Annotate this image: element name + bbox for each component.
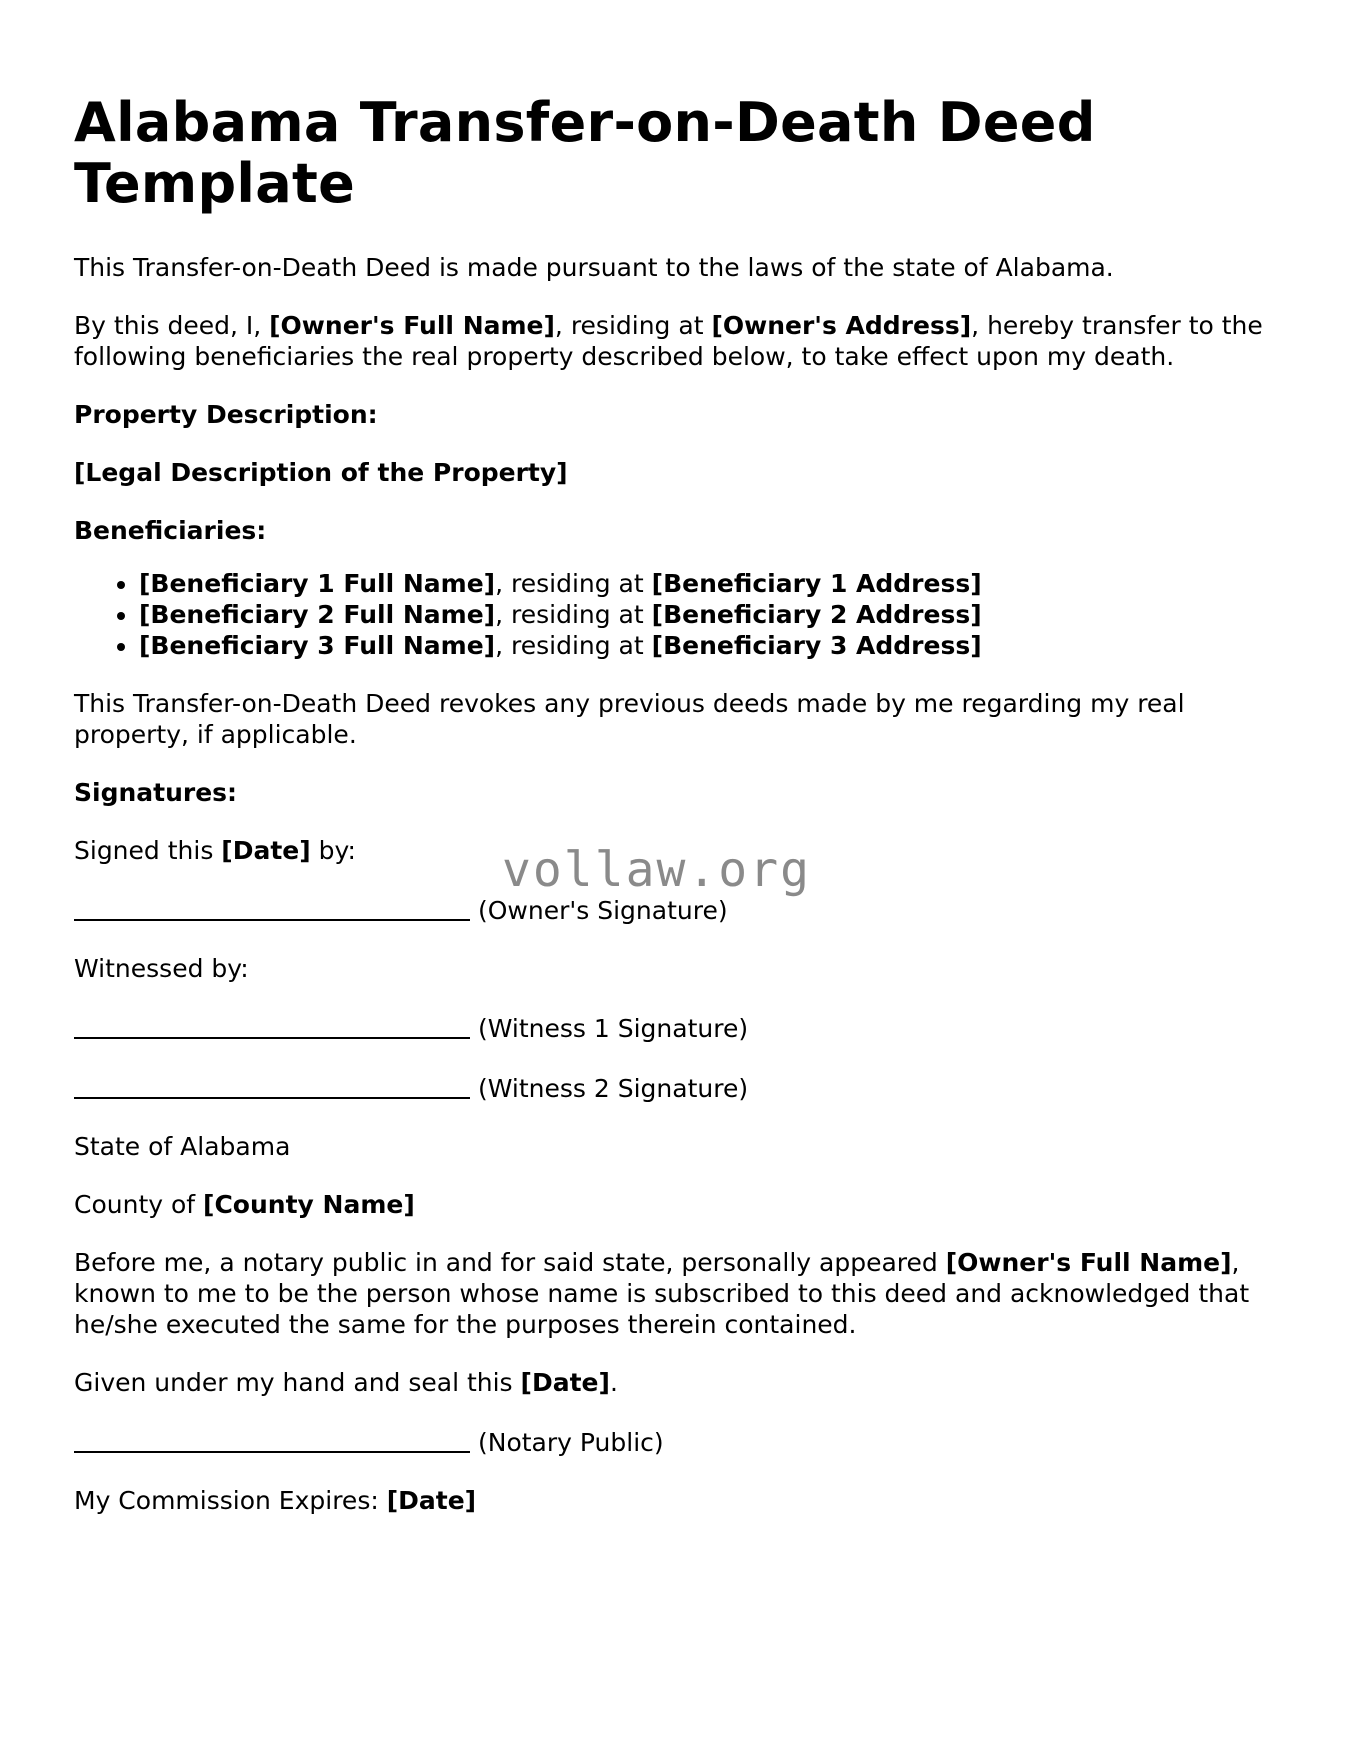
witness2-signature-line: (Witness 2 Signature): [74, 1071, 1274, 1104]
acknowledgment-paragraph: Before me, a notary public in and for said state, personally appeared [Owner's Full Name], known to me to be the person whose name is subscribed to this deed and acknowledged that he/she executed the same for the purposes therein contained.: [74, 1248, 1250, 1339]
watermark-text: vollaw.org: [502, 842, 811, 898]
county-name-placeholder: [County Name]: [203, 1190, 415, 1219]
beneficiaries-heading: Beneficiaries:: [74, 516, 267, 545]
owner-signature-line: (Owner's Signature): [74, 893, 1274, 926]
list-item: • [Beneficiary 3 Full Name], residing at [Beneficiary 3 Address]: [139, 630, 1274, 661]
list-item: • [Beneficiary 1 Full Name], residing at [Beneficiary 1 Address]: [139, 568, 1274, 599]
ack-owner-placeholder: [Owner's Full Name]: [945, 1248, 1232, 1277]
beneficiaries-list: [74, 568, 1274, 661]
notary-signature-field[interactable]: [74, 1427, 470, 1453]
signed-line: Signed this [Date] by:: [74, 836, 356, 865]
given-line: Given under my hand and seal this [Date].: [74, 1368, 618, 1397]
owner-address-placeholder: [Owner's Address]: [711, 311, 972, 340]
owner-name-placeholder: [Owner's Full Name]: [269, 311, 555, 340]
beneficiary-address: [Beneficiary 1 Address]: [651, 569, 982, 598]
commission-date-placeholder: [Date]: [386, 1486, 477, 1515]
signed-date-placeholder: [Date]: [221, 836, 311, 865]
beneficiary-address: [Beneficiary 3 Address]: [651, 631, 982, 660]
county-line: County of [County Name]: [74, 1190, 415, 1219]
beneficiary-name: [Beneficiary 2 Full Name]: [139, 600, 496, 629]
legal-description-placeholder: [Legal Description of the Property]: [74, 458, 568, 487]
witness1-signature-line: (Witness 1 Signature): [74, 1011, 1274, 1044]
commission-line: My Commission Expires: [Date]: [74, 1486, 477, 1515]
transfer-text-3: , hereby transfer to the following beneficiaries the real property described below, to take effect upon my death.: [74, 311, 1263, 371]
signatures-heading: Signatures:: [74, 778, 238, 807]
beneficiary-address: [Beneficiary 2 Address]: [651, 600, 982, 629]
intro-paragraph: This Transfer-on-Death Deed is made pursuant to the laws of the state of Alabama.: [74, 253, 1114, 282]
transfer-paragraph: [74, 310, 1274, 372]
document-page: [74, 92, 1274, 1543]
owner-signature-field[interactable]: [74, 895, 470, 921]
list-item: • [Beneficiary 2 Full Name], residing at [Beneficiary 2 Address]: [139, 599, 1274, 630]
transfer-text-1: By this deed, I,: [74, 311, 270, 340]
property-heading: Property Description:: [74, 400, 378, 429]
transfer-text-2: , residing at: [554, 311, 712, 340]
revocation-paragraph: This Transfer-on-Death Deed revokes any previous deeds made by me regarding my real property, if applicable.: [74, 689, 1185, 749]
document-title: Alabama Transfer-on-Death Deed Template: [74, 91, 1096, 215]
given-date-placeholder: [Date]: [520, 1368, 610, 1397]
witness2-signature-field[interactable]: [74, 1073, 470, 1099]
witness1-signature-field[interactable]: [74, 1013, 470, 1039]
beneficiary-name: [Beneficiary 3 Full Name]: [139, 631, 496, 660]
witnessed-by-label: Witnessed by:: [74, 954, 249, 983]
beneficiary-name: [Beneficiary 1 Full Name]: [139, 569, 496, 598]
notary-signature-line: (Notary Public): [74, 1425, 1274, 1458]
state-line: State of Alabama: [74, 1132, 291, 1161]
